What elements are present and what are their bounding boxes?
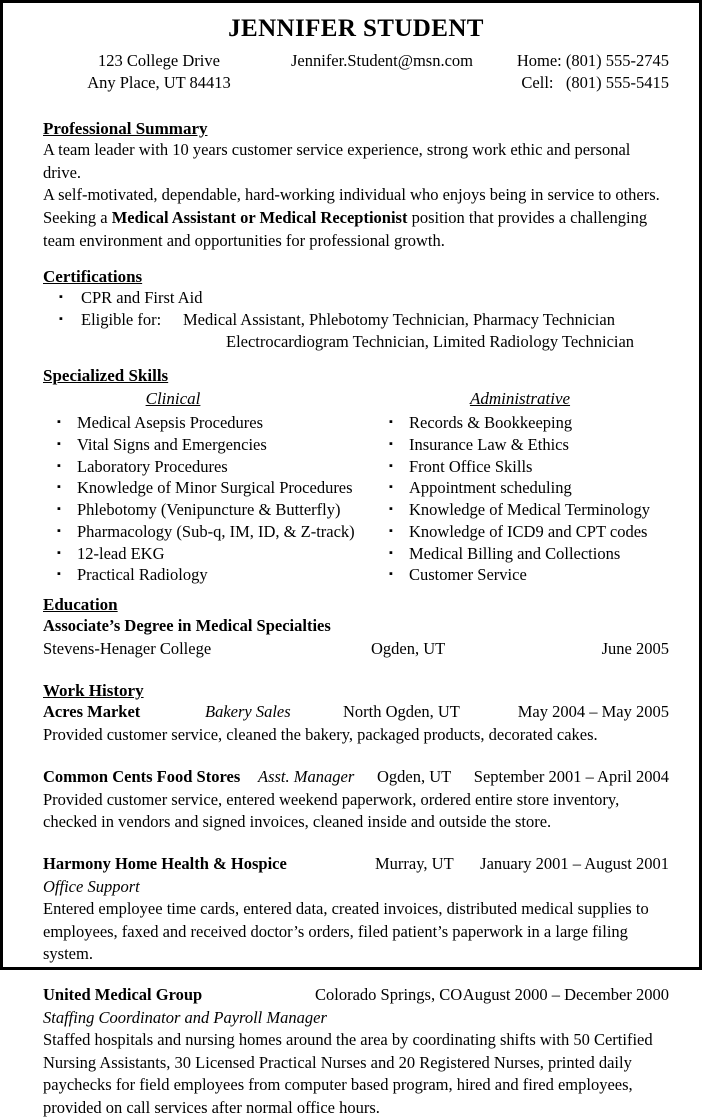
square-bullet-icon: ▪ [57, 524, 61, 537]
home-phone-row [517, 50, 669, 72]
home-phone-label: Home: [516, 51, 562, 70]
work-history-heading: Work History [43, 680, 144, 700]
square-bullet-icon: ▪ [389, 481, 393, 494]
graduation-date: June 2005 [601, 638, 669, 658]
job-location: Ogden, UT [377, 766, 452, 786]
skill-label: 12-lead EKG [77, 543, 165, 563]
job-dates: January 2001 – August 2001 [480, 853, 669, 873]
list-item [43, 287, 669, 309]
job-entry [43, 984, 669, 1120]
job-role-line: Staffing Coordinator and Payroll Manager [43, 1007, 327, 1027]
summary-line-3-pre: Seeking a [43, 208, 112, 228]
summary-line-3-post: position that provides a challenging [407, 208, 648, 228]
list-item [375, 434, 675, 456]
employer-name: Harmony Home Health & Hospice [43, 853, 287, 873]
clinical-column-title: Clinical [145, 389, 201, 409]
list-item [375, 521, 675, 543]
skills-columns [43, 388, 669, 585]
certifications-heading: Certifications [43, 267, 143, 287]
degree-title: Associate’s Degree in Medical Specialties [43, 616, 331, 636]
skill-label: Phlebotomy (Venipuncture & Butterfly) [77, 500, 341, 520]
work-history-section [43, 680, 669, 1120]
administrative-skills-list [375, 412, 675, 586]
job-description-line: checked in vendors and signed invoices, cleaned inside and outside the store. [43, 812, 552, 832]
list-item [375, 543, 675, 565]
skill-label: Knowledge of Medical Terminology [409, 500, 650, 520]
list-item [43, 499, 373, 521]
skill-label: Knowledge of Minor Surgical Procedures [77, 478, 353, 498]
skill-label: Vital Signs and Emergencies [77, 434, 267, 454]
cell-phone-label: Cell: [521, 72, 554, 92]
summary-line-4: team environment and opportunities for professional growth. [43, 230, 445, 250]
address-line-1: 123 College Drive [98, 51, 220, 70]
job-title: Asst. Manager [258, 766, 355, 786]
job-dates: August 2000 – December 2000 [462, 984, 669, 1004]
skill-label: Records & Bookkeeping [409, 413, 573, 433]
employer-name: Acres Market [43, 702, 141, 722]
job-location: Colorado Springs, CO [315, 984, 463, 1004]
square-bullet-icon: ▪ [57, 459, 61, 472]
job-description-line: employees, faxed and received doctor’s orders, filed patient’s paperwork in a large filing [43, 921, 628, 941]
certification-item-text: CPR and First Aid [81, 288, 203, 308]
job-header-row [43, 853, 669, 876]
square-bullet-icon: ▪ [389, 524, 393, 537]
list-item [43, 543, 373, 565]
job-header-row [43, 984, 669, 1007]
summary-line-3 [43, 207, 669, 230]
skill-label: Practical Radiology [77, 565, 208, 585]
summary-line-2: A self-motivated, dependable, hard-working individual who enjoys being in service to others. [43, 185, 660, 205]
address-block [79, 50, 239, 94]
skill-label: Appointment scheduling [409, 478, 572, 498]
administrative-column-title: Administrative [469, 389, 571, 409]
clinical-skills-column [43, 388, 373, 586]
list-item [43, 434, 373, 456]
job-header-row [43, 701, 669, 724]
skill-label: Medical Billing and Collections [409, 543, 621, 563]
skill-label: Front Office Skills [409, 456, 533, 476]
list-item [43, 456, 373, 478]
list-item [375, 412, 675, 434]
resume-content [3, 16, 699, 1120]
job-entry [43, 701, 669, 747]
cell-phone-row [517, 72, 669, 94]
certifications-section [43, 266, 669, 353]
square-bullet-icon: ▪ [389, 459, 393, 472]
eligible-for-label: Eligible for: [81, 310, 162, 330]
job-description-line: Staffed hospitals and nursing homes around the area by coordinating shifts with 50 Certified [43, 1030, 653, 1050]
school-name: Stevens-Henager College [43, 638, 212, 658]
clinical-skills-list [43, 412, 373, 586]
certifications-list [43, 287, 669, 352]
list-item [43, 564, 373, 586]
professional-summary-heading: Professional Summary [43, 119, 208, 138]
job-entry [43, 853, 669, 966]
skill-label: Pharmacology (Sub-q, IM, ID, & Z-track) [77, 521, 355, 541]
square-bullet-icon: ▪ [59, 291, 63, 304]
job-description-line: provided on call services after normal office hours. [43, 1097, 380, 1117]
job-dates: May 2004 – May 2005 [517, 702, 669, 722]
list-item [43, 477, 373, 499]
job-description-line: paychecks for field employees from computer based program, hired and fired employees, [43, 1075, 633, 1095]
job-location: Murray, UT [375, 853, 454, 873]
candidate-name: JENNIFER STUDENT [228, 15, 484, 42]
skill-label: Knowledge of ICD9 and CPT codes [409, 521, 648, 541]
school-location: Ogden, UT [371, 638, 446, 658]
email-address: Jennifer.Student@msn.com [290, 51, 473, 70]
eligible-line-2: Electrocardiogram Technician, Limited Radiology Technician [226, 332, 635, 351]
list-item [43, 309, 669, 353]
cell-phone-value: (801) 555-5415 [565, 72, 669, 92]
specialized-skills-section [43, 365, 669, 585]
administrative-skills-column [375, 388, 675, 586]
job-title: Bakery Sales [205, 702, 291, 722]
job-entry [43, 766, 669, 834]
square-bullet-icon: ▪ [389, 503, 393, 516]
square-bullet-icon: ▪ [57, 546, 61, 559]
square-bullet-icon: ▪ [57, 568, 61, 581]
skill-label: Customer Service [409, 565, 527, 585]
square-bullet-icon: ▪ [389, 568, 393, 581]
email-block [267, 50, 497, 72]
square-bullet-icon: ▪ [57, 416, 61, 429]
square-bullet-icon: ▪ [389, 546, 393, 559]
skill-label: Insurance Law & Ethics [409, 434, 569, 454]
list-item [375, 564, 675, 586]
skill-label: Laboratory Procedures [77, 456, 228, 476]
job-description-line: system. [43, 944, 93, 964]
address-line-2: Any Place, UT 84413 [87, 72, 231, 92]
square-bullet-icon: ▪ [59, 313, 63, 326]
job-header-row [43, 766, 669, 789]
list-item [43, 521, 373, 543]
job-dates: September 2001 – April 2004 [473, 766, 669, 786]
specialized-skills-heading: Specialized Skills [43, 365, 169, 385]
job-role-line: Office Support [43, 876, 140, 896]
square-bullet-icon: ▪ [57, 503, 61, 516]
summary-target-role: Medical Assistant or Medical Receptionist [111, 208, 408, 228]
home-phone-value: (801) 555-2745 [565, 51, 669, 70]
square-bullet-icon: ▪ [57, 437, 61, 450]
square-bullet-icon: ▪ [389, 437, 393, 450]
education-section [43, 594, 669, 660]
job-description-line: Provided customer service, entered weekend paperwork, ordered entire store inventory, [43, 789, 620, 809]
job-description-line: Nursing Assistants, 30 Licensed Practical Nurses and 20 Registered Nurses, printed daily [43, 1052, 632, 1072]
job-description-line: Provided customer service, cleaned the bakery, packaged products, decorated cakes. [43, 725, 598, 745]
eligible-line-1: Medical Assistant, Phlebotomy Technician, Pharmacy Technician [183, 310, 615, 330]
contact-block [43, 50, 669, 96]
square-bullet-icon: ▪ [389, 416, 393, 429]
job-location: North Ogden, UT [343, 702, 460, 722]
list-item [375, 456, 675, 478]
job-description-line: Entered employee time cards, entered data, created invoices, distributed medical supplies to [43, 899, 649, 919]
square-bullet-icon: ▪ [57, 481, 61, 494]
education-detail-row [43, 638, 669, 660]
phone-block [517, 50, 669, 94]
education-heading: Education [43, 595, 118, 615]
summary-line-1: A team leader with 10 years customer service experience, strong work ethic and personal drive. [43, 140, 631, 182]
professional-summary-section [43, 118, 669, 252]
list-item [43, 412, 373, 434]
skill-label: Medical Asepsis Procedures [77, 413, 264, 433]
list-item [375, 499, 675, 521]
employer-name: United Medical Group [43, 984, 203, 1004]
employer-name: Common Cents Food Stores [43, 766, 241, 786]
list-item [375, 477, 675, 499]
